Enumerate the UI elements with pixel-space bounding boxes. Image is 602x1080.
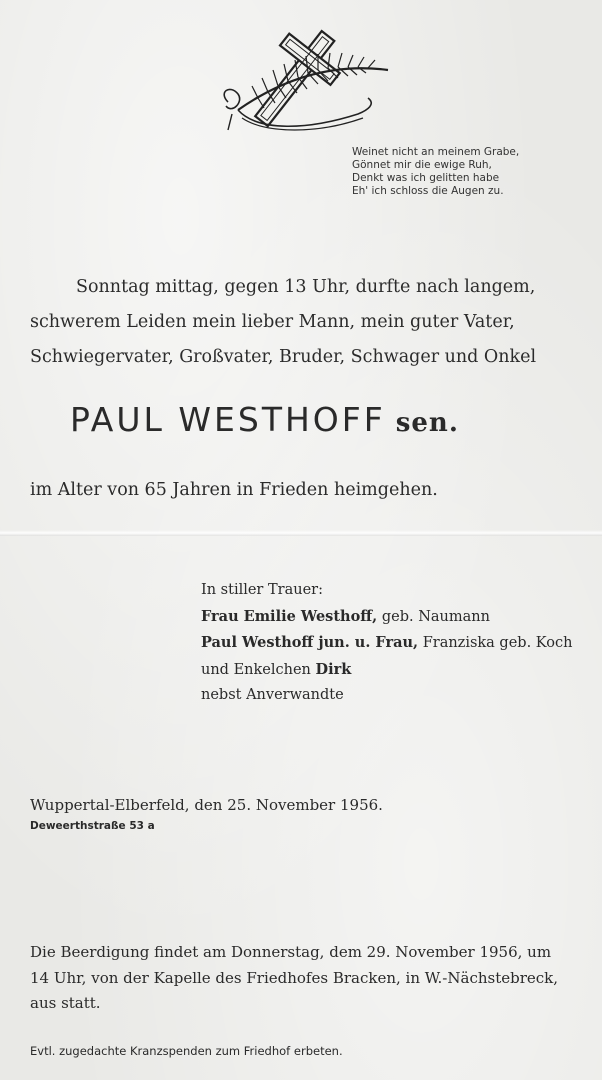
paper-fold-line	[0, 530, 602, 536]
mourner-line	[201, 630, 591, 657]
mourner-line: nebst Anverwandte	[201, 687, 344, 703]
funeral-line: aus statt.	[30, 994, 101, 1012]
poem-line: Gönnet mir die ewige Ruh,	[352, 159, 492, 171]
mourner-detail: Franziska geb. Koch	[422, 635, 573, 651]
wreaths-note: Evtl. zugedachte Kranzspenden zum Friedhof erbeten.	[30, 1044, 343, 1058]
cross-palm-emblem-icon	[218, 22, 393, 137]
announcement-line: Sonntag mittag, gegen 13 Uhr, durfte nach langem,	[76, 277, 536, 297]
mourner-line	[201, 604, 591, 631]
mourners-heading: In stiller Trauer:	[201, 582, 323, 598]
death-announcement	[30, 270, 590, 375]
mourners-block	[201, 578, 591, 709]
deceased-name-suffix: sen.	[395, 408, 459, 438]
mourner-detail: geb. Naumann	[381, 608, 490, 625]
street-address: Deweerthstraße 53 a	[30, 820, 155, 832]
mourner-name: Frau Emilie Westhoff,	[201, 607, 378, 625]
memorial-poem	[352, 146, 592, 198]
mourner-line	[201, 657, 591, 684]
mourner-name: Dirk	[315, 660, 352, 678]
funeral-line: Die Beerdigung findet am Donnerstag, dem 29. November 1956, um	[30, 943, 552, 961]
poem-line: Denkt was ich gelitten habe	[352, 172, 500, 184]
announcement-line: Schwiegervater, Großvater, Bruder, Schwager und Onkel	[30, 347, 537, 367]
mourner-detail: und Enkelchen	[201, 661, 311, 678]
mourner-name: Paul Westhoff jun. u. Frau,	[201, 634, 419, 651]
place-date: Wuppertal-Elberfeld, den 25. November 1956.	[30, 796, 383, 814]
age-line: im Alter von 65 Jahren in Frieden heimgehen.	[30, 480, 438, 500]
deceased-name-main: PAUL WESTHOFF	[70, 400, 386, 439]
funeral-notice	[30, 940, 600, 1017]
poem-line: Weinet nicht an meinem Grabe,	[352, 146, 520, 158]
poem-line: Eh' ich schloss die Augen zu.	[352, 185, 504, 197]
announcement-line: schwerem Leiden mein lieber Mann, mein guter Vater,	[30, 312, 515, 332]
deceased-name	[70, 400, 459, 439]
funeral-line: 14 Uhr, von der Kapelle des Friedhofes Bracken, in W.-Nächstebreck,	[30, 968, 559, 987]
